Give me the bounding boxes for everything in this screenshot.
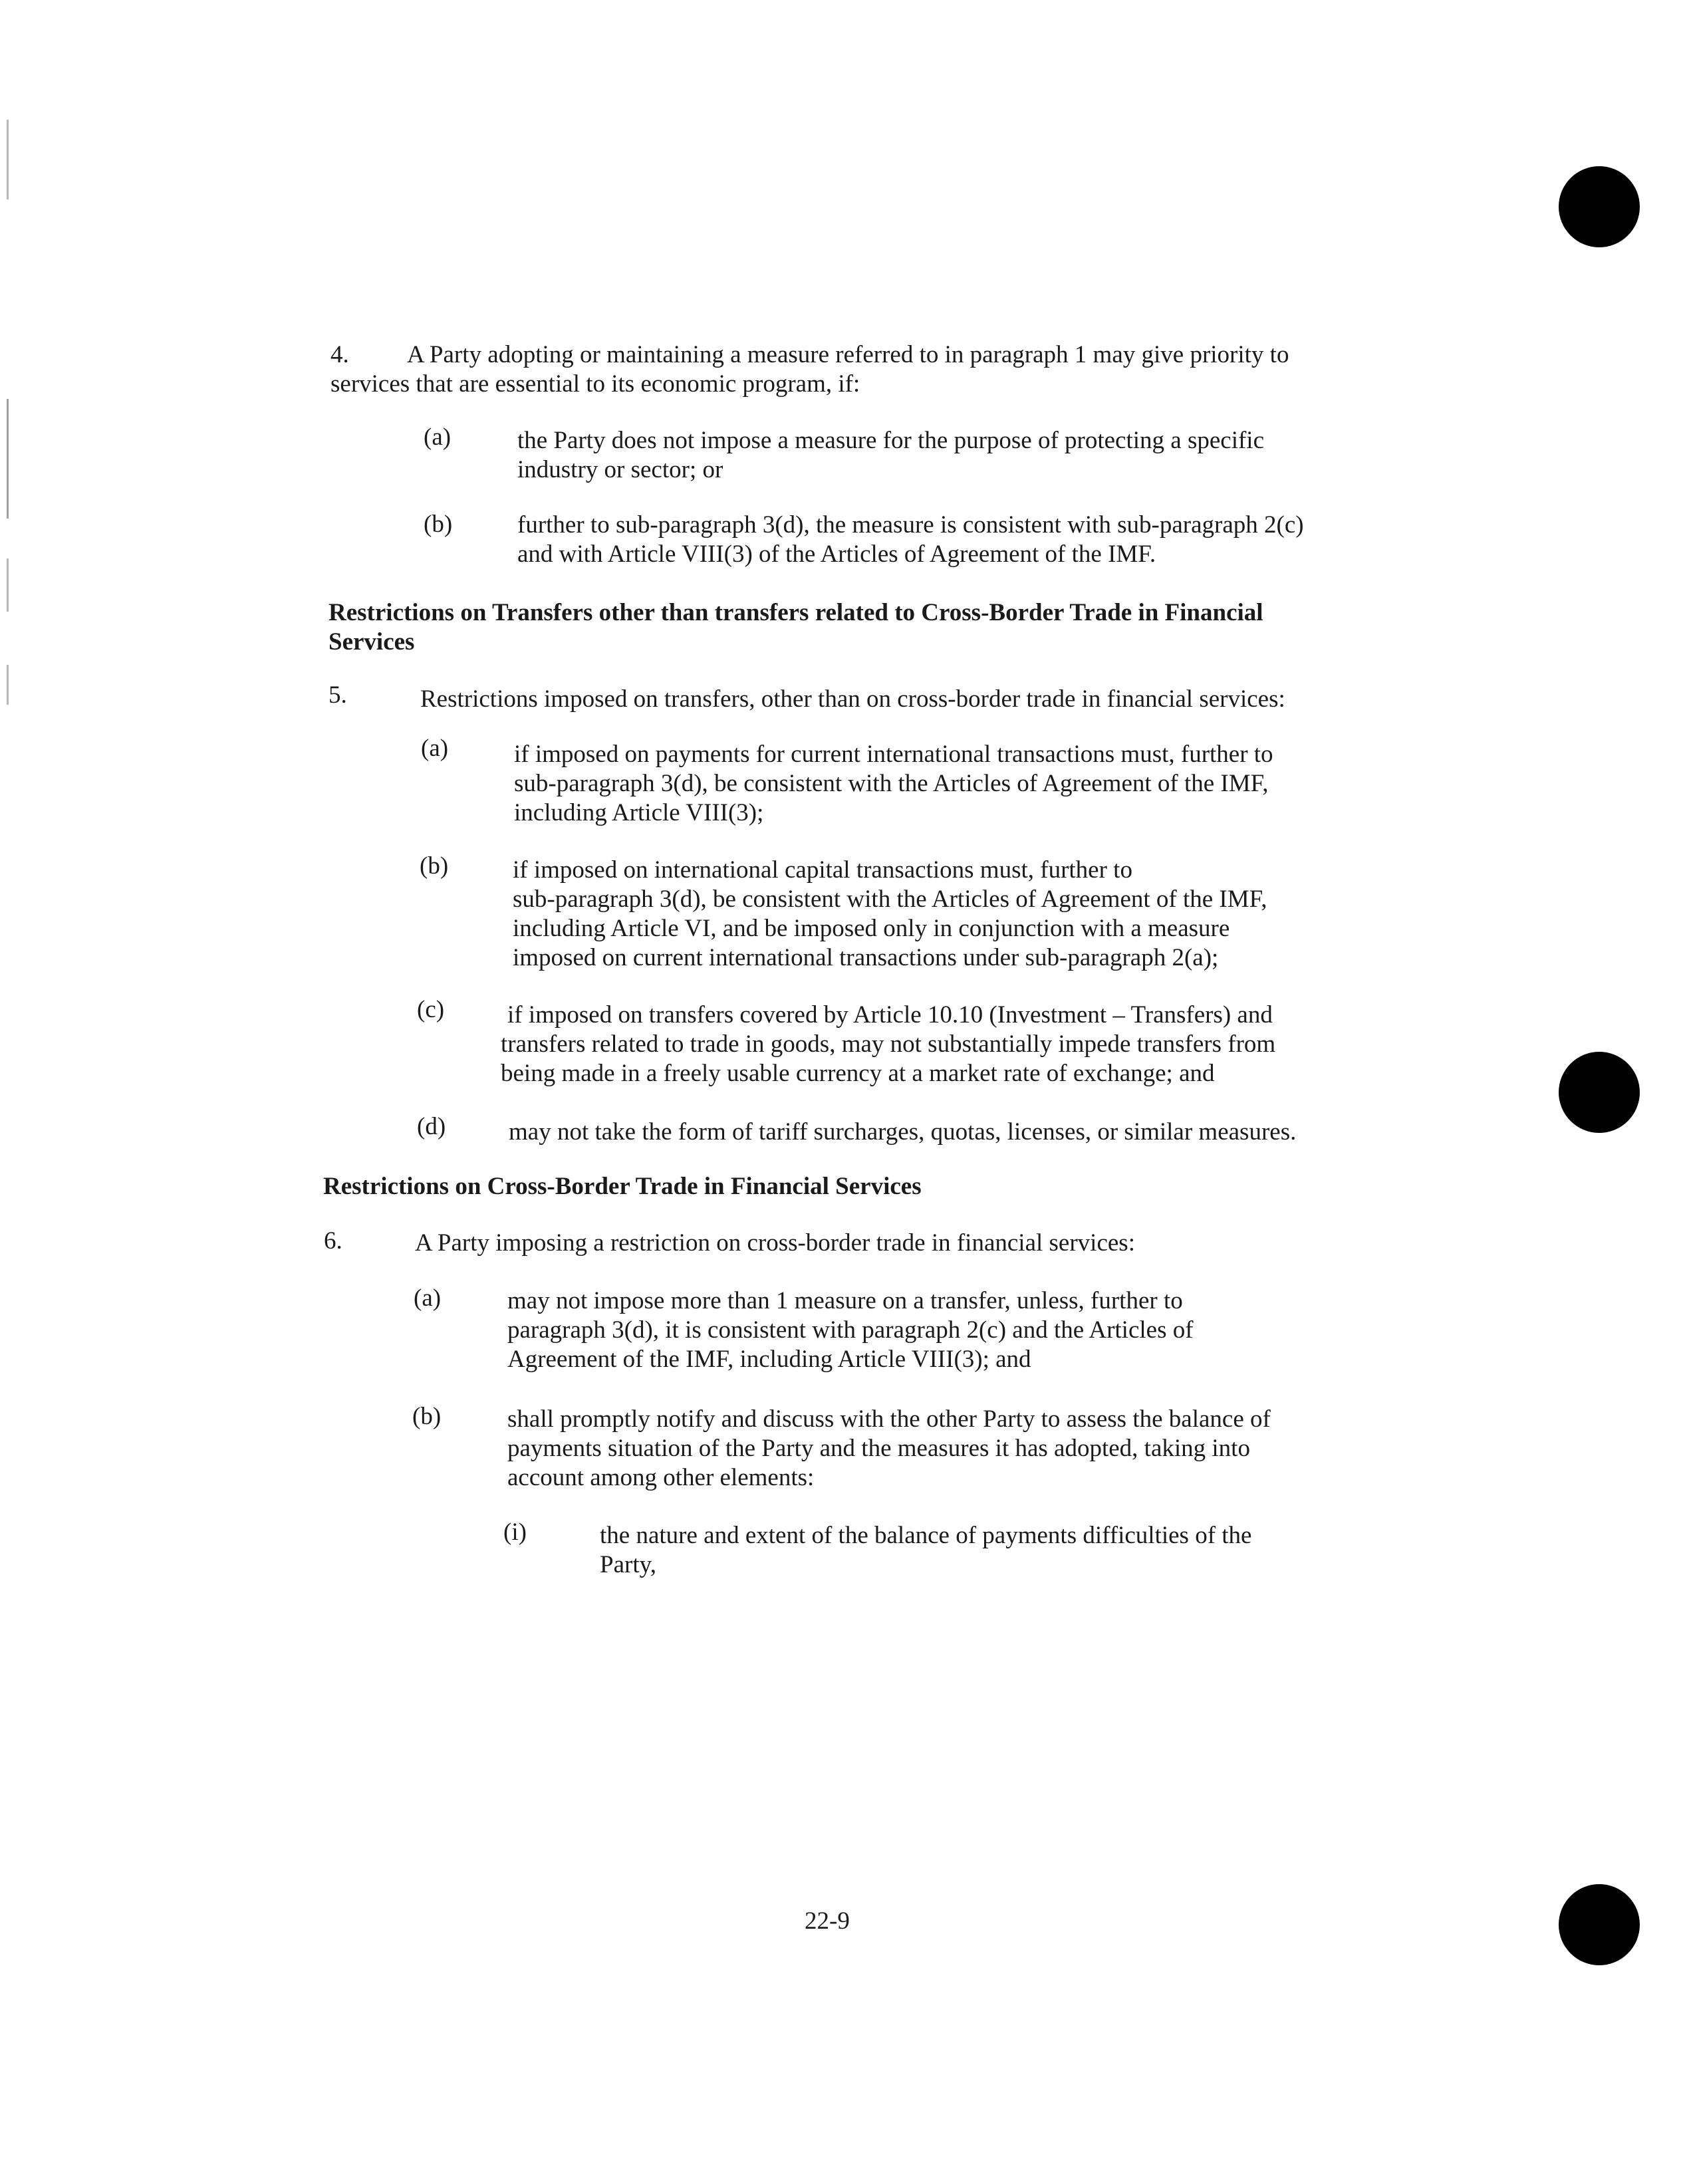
para4-item-b-line-2: and with Article VIII(3) of the Articles of Agreement of the IMF. <box>517 541 1156 568</box>
punch-hole-bottom <box>1559 1884 1640 1965</box>
para4-text <box>330 340 1289 399</box>
para4-number: 4. <box>330 341 349 368</box>
para5-item-b-label: (b) <box>420 852 449 880</box>
para5-item-c-text <box>501 1001 1276 1088</box>
page-number: 22-9 <box>805 1907 850 1935</box>
para5-item-c-label: (c) <box>417 996 445 1023</box>
para4-item-a-text <box>517 426 1264 485</box>
para4-item-b-text <box>517 511 1304 569</box>
para4-item-b-line-1: further to sub-paragraph 3(d), the measure is consistent with sub-paragraph 2(c) <box>517 511 1304 539</box>
para6-item-a-text <box>507 1286 1194 1374</box>
para5-item-d-label: (d) <box>417 1113 446 1140</box>
para5-item-b-line-4: imposed on current international transactions under sub-paragraph 2(a); <box>513 944 1219 971</box>
punch-hole-middle <box>1559 1052 1640 1133</box>
para5-item-b-line-2: sub-paragraph 3(d), be consistent with the Articles of Agreement of the IMF, <box>513 886 1267 913</box>
para6-item-b-label: (b) <box>412 1403 442 1430</box>
para6-item-b-line-1: shall promptly notify and discuss with the other Party to assess the balance of <box>507 1405 1271 1433</box>
para6-item-a-line-1: may not impose more than 1 measure on a transfer, unless, further to <box>507 1287 1183 1314</box>
para6-item-a-label: (a) <box>414 1284 442 1312</box>
para4-item-a-label: (a) <box>424 424 452 451</box>
para5-item-b-line-3: including Article VI, and be imposed only in conjunction with a measure <box>513 915 1230 942</box>
para5-item-c-line-1: if imposed on transfers covered by Article 10.10 (Investment – Transfers) and <box>507 1001 1273 1029</box>
para6-number: 6. <box>324 1227 342 1255</box>
para6-item-b-text <box>507 1405 1271 1493</box>
para6-text: A Party imposing a restriction on cross-border trade in financial services: <box>415 1229 1135 1257</box>
para5-item-c-line-2: transfers related to trade in goods, may not substantially impede transfers from <box>501 1031 1276 1058</box>
para6-subitem-i-line-2: Party, <box>600 1551 656 1578</box>
heading1-line-2: Services <box>328 628 415 656</box>
section-heading-transfers <box>328 598 1263 657</box>
para5-item-a-line-2: sub-paragraph 3(d), be consistent with the Articles of Agreement of the IMF, <box>514 770 1269 797</box>
para5-item-a-line-1: if imposed on payments for current international transactions must, further to <box>514 741 1273 768</box>
para5-item-a-text <box>514 740 1273 828</box>
para6-item-a-line-2: paragraph 3(d), it is consistent with paragraph 2(c) and the Articles of <box>507 1316 1194 1344</box>
para5-item-a-line-3: including Article VIII(3); <box>514 799 764 826</box>
para4-item-a-line-2: industry or sector; or <box>517 456 723 483</box>
para6-subitem-i-label: (i) <box>503 1518 527 1546</box>
punch-hole-top <box>1559 166 1640 247</box>
para5-item-a-label: (a) <box>421 735 449 762</box>
heading1-line-1: Restrictions on Transfers other than transfers related to Cross-Border Trade in Financial <box>328 599 1263 626</box>
para5-item-d-text: may not take the form of tariff surcharges, quotas, licenses, or similar measures. <box>509 1118 1297 1146</box>
para5-item-b-line-1: if imposed on international capital transactions must, further to <box>513 856 1132 884</box>
para5-number: 5. <box>328 681 347 709</box>
para4-line-2: services that are essential to its economic program, if: <box>330 370 860 398</box>
para6-item-a-line-3: Agreement of the IMF, including Article VIII(3); and <box>507 1346 1031 1373</box>
para6-subitem-i-line-1: the nature and extent of the balance of payments difficulties of the <box>600 1522 1252 1549</box>
para5-item-c-line-3: being made in a freely usable currency at a market rate of exchange; and <box>501 1060 1215 1087</box>
para4-item-b-label: (b) <box>424 511 453 538</box>
para4-line-1: A Party adopting or maintaining a measure referred to in paragraph 1 may give priority to <box>407 341 1289 368</box>
para6-item-b-line-2: payments situation of the Party and the measures it has adopted, taking into <box>507 1435 1250 1462</box>
para6-subitem-i-text <box>600 1521 1251 1580</box>
section-heading-cross-border: Restrictions on Cross-Border Trade in Financial Services <box>323 1173 922 1200</box>
para4-item-a-line-1: the Party does not impose a measure for the purpose of protecting a specific <box>517 427 1265 454</box>
para6-item-b-line-3: account among other elements: <box>507 1464 815 1491</box>
para5-item-b-text <box>513 856 1267 973</box>
para5-text: Restrictions imposed on transfers, other than on cross-border trade in financial services: <box>420 685 1285 713</box>
